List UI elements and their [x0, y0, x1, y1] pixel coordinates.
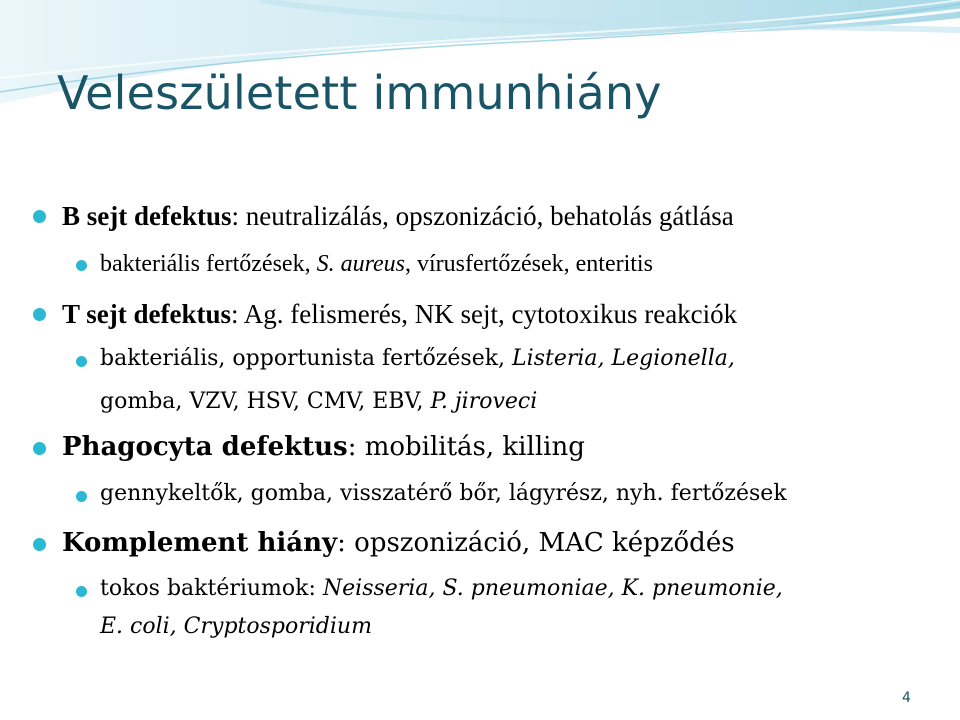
- bullet-dot: [76, 260, 87, 271]
- sub-bullet-phagocyte: [100, 481, 787, 507]
- complement-head: Komplement hiány: [62, 528, 338, 558]
- complement-desc: : opszonizáció, MAC képződés: [337, 528, 735, 558]
- complement-sub-text: tokos baktériumok:: [100, 576, 323, 601]
- b-cell-desc: : neutralizálás, opszonizáció, behatolás gátlása: [231, 201, 734, 231]
- bullet-phagocyte-defect: [62, 432, 585, 463]
- slide-title: Veleszületett immunhiány: [57, 66, 662, 120]
- t-sub-text-1: bakteriális, opportunista fertőzések,: [100, 346, 513, 371]
- bullet-b-cell-defect: [62, 200, 734, 232]
- b-sub-text-2: , vírusfertőzések, enteritis: [405, 251, 653, 277]
- bullet-complement-deficiency: [62, 528, 735, 559]
- bullet-dot: [33, 442, 46, 455]
- phagocyte-head: Phagocyta defektus: [62, 432, 348, 462]
- t-sub-italic-1: Listeria, Legionella,: [512, 346, 735, 371]
- bullet-dot: [33, 210, 46, 223]
- page-number: 4: [902, 690, 911, 706]
- sub-bullet-b-cell: [100, 250, 653, 279]
- bullet-dot: [76, 586, 87, 597]
- bullet-dot: [33, 538, 46, 551]
- t-sub-italic-2: P. jiroveci: [430, 389, 538, 414]
- sub-bullet-complement: [100, 576, 783, 602]
- t-cell-head: T sejt defektus: [62, 299, 232, 329]
- bullet-dot: [76, 491, 87, 502]
- bullet-dot: [33, 308, 46, 321]
- complement-sub-italic-2: E. coli, Cryptosporidium: [100, 614, 372, 639]
- b-sub-text-1: bakteriális fertőzések,: [100, 251, 317, 277]
- sub-bullet-complement-line2: [100, 614, 372, 640]
- t-cell-desc: : Ag. felismerés, NK sejt, cytotoxikus reakciók: [231, 299, 738, 329]
- complement-sub-italic: Neisseria, S. pneumoniae, K. pneumonie,: [322, 576, 783, 601]
- bullet-t-cell-defect: [62, 298, 737, 330]
- sub-bullet-t-cell-line2: [100, 389, 537, 415]
- phagocyte-sub-text: gennykeltők, gomba, visszatérő bőr, lágyrész, nyh. fertőzések: [100, 481, 787, 506]
- b-cell-head: B sejt defektus: [62, 201, 232, 231]
- b-sub-italic: S. aureus: [316, 251, 406, 277]
- phagocyte-desc: : mobilitás, killing: [347, 432, 585, 462]
- t-sub-text-2: gomba, VZV, HSV, CMV, EBV,: [100, 389, 431, 414]
- sub-bullet-t-cell: [100, 346, 735, 372]
- bullet-dot: [76, 356, 87, 367]
